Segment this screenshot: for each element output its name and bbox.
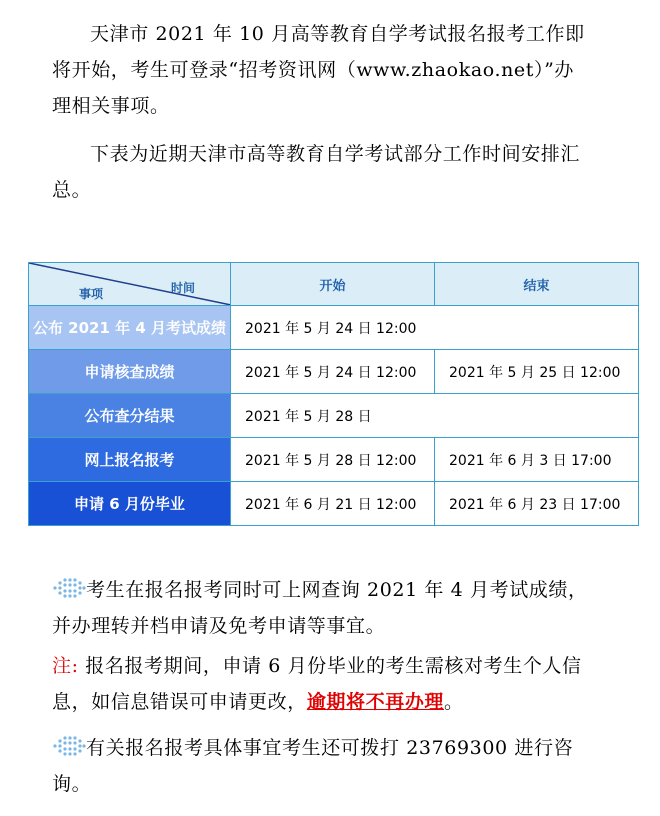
event-cell: 申请核查成绩 [29, 350, 231, 394]
header-diagonal-cell [29, 263, 231, 306]
note-2-text: 报名报考期间，申请 6 月份毕业的考生需核对考生个人信息，如信息错误可申请更改， [52, 655, 582, 713]
header-start: 开始 [231, 263, 435, 306]
note-3-text: 有关报名报考具体事宜考生还可拨打 23769300 进行咨询。 [52, 737, 574, 795]
table-row [29, 306, 639, 350]
diagonal-line [29, 263, 230, 305]
note-warning [52, 648, 592, 720]
table-row [29, 438, 639, 482]
event-cell: 公布查分结果 [29, 394, 231, 438]
end-cell: 2021 年 6 月 3 日 17:00 [435, 438, 639, 482]
table-row [29, 482, 639, 526]
note-label: 注: [52, 655, 79, 677]
end-cell: 2021 年 6 月 23 日 17:00 [435, 482, 639, 526]
note-1-text: 考生在报名报考同时可上网查询 2021 年 4 月考试成绩，并办理转并档申请及免考申请等事宜。 [52, 579, 588, 637]
note-query-scores [52, 572, 592, 644]
header-end: 结束 [435, 263, 639, 306]
schedule-table [28, 262, 639, 526]
header-time-label: 时间 [171, 281, 196, 295]
event-cell: 公布 2021 年 4 月考试成绩 [29, 306, 231, 350]
start-cell: 2021 年 5 月 28 日 [231, 394, 639, 438]
end-cell: 2021 年 5 月 25 日 12:00 [435, 350, 639, 394]
table-header-row [29, 263, 639, 306]
dot-grid-icon [52, 577, 86, 599]
event-cell: 申请 6 月份毕业 [29, 482, 231, 526]
deadline-warning: 逾期将不再办理 [306, 691, 445, 713]
start-cell: 2021 年 6 月 21 日 12:00 [231, 482, 435, 526]
start-cell: 2021 年 5 月 28 日 12:00 [231, 438, 435, 482]
note-phone [52, 730, 592, 802]
table-row [29, 350, 639, 394]
start-cell: 2021 年 5 月 24 日 12:00 [231, 306, 639, 350]
note-2-end: 。 [444, 691, 464, 713]
start-cell: 2021 年 5 月 24 日 12:00 [231, 350, 435, 394]
dot-grid-icon [52, 735, 86, 757]
table-row [29, 394, 639, 438]
header-item-label: 事项 [79, 287, 104, 301]
event-cell: 网上报名报考 [29, 438, 231, 482]
intro-paragraph-1: 天津市 2021 年 10 月高等教育自学考试报名报考工作即将开始，考生可登录“招考资讯网（www.zhaokao.net）”办理相关事项。 [52, 23, 585, 117]
intro-paragraph-2: 下表为近期天津市高等教育自学考试部分工作时间安排汇总。 [52, 143, 581, 201]
